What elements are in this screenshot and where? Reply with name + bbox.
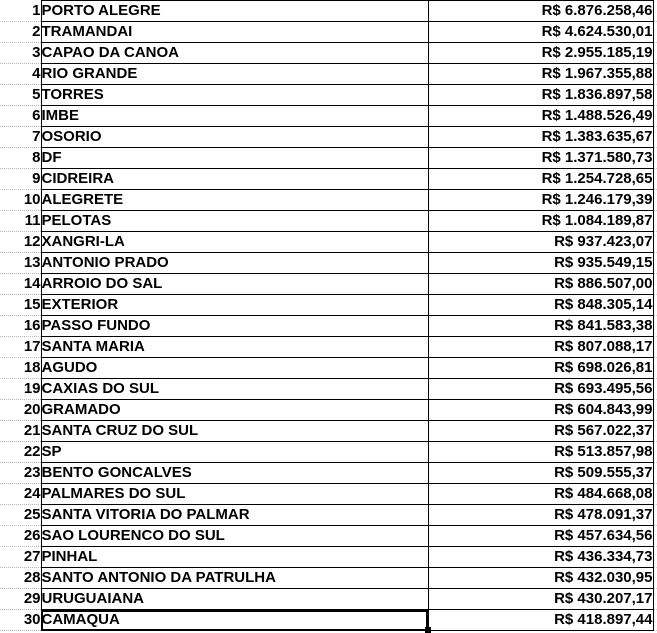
rank-cell[interactable]: 15 — [0, 295, 41, 316]
city-cell[interactable]: ALEGRETE — [41, 190, 428, 211]
city-cell[interactable]: RIO GRANDE — [41, 64, 428, 85]
empty-cell[interactable] — [653, 106, 657, 127]
table-row — [0, 211, 657, 232]
empty-cell[interactable] — [653, 1, 657, 22]
value-cell[interactable]: R$ 1.246.179,39 — [428, 190, 653, 211]
city-cell[interactable]: GRAMADO — [41, 400, 428, 421]
rank-cell[interactable]: 19 — [0, 379, 41, 400]
city-cell[interactable]: IMBE — [41, 106, 428, 127]
table-row — [0, 253, 657, 274]
empty-cell[interactable] — [653, 337, 657, 358]
city-cell[interactable]: DF — [41, 148, 428, 169]
rank-cell[interactable]: 4 — [0, 64, 41, 85]
empty-cell[interactable] — [653, 148, 657, 169]
table-row — [0, 589, 657, 610]
empty-cell[interactable] — [653, 64, 657, 85]
empty-cell[interactable] — [653, 442, 657, 463]
table-row — [0, 43, 657, 64]
value-cell[interactable]: R$ 693.495,56 — [428, 379, 653, 400]
city-cell[interactable]: EXTERIOR — [41, 295, 428, 316]
rank-cell[interactable]: 13 — [0, 253, 41, 274]
city-cell[interactable]: AGUDO — [41, 358, 428, 379]
rank-cell[interactable]: 1 — [0, 1, 41, 22]
city-cell[interactable]: PINHAL — [41, 547, 428, 568]
rank-cell[interactable]: 29 — [0, 589, 41, 610]
value-cell[interactable]: R$ 698.026,81 — [428, 358, 653, 379]
value-cell[interactable]: R$ 1.084.189,87 — [428, 211, 653, 232]
empty-cell[interactable] — [653, 169, 657, 190]
rank-cell[interactable]: 11 — [0, 211, 41, 232]
value-cell[interactable]: R$ 6.876.258,46 — [428, 1, 653, 22]
table-row — [0, 610, 657, 631]
rank-cell[interactable]: 26 — [0, 526, 41, 547]
empty-cell[interactable] — [653, 526, 657, 547]
value-cell[interactable]: R$ 1.254.728,65 — [428, 169, 653, 190]
rank-cell[interactable]: 30 — [0, 610, 41, 631]
value-cell[interactable]: R$ 1.967.355,88 — [428, 64, 653, 85]
rank-cell[interactable]: 24 — [0, 484, 41, 505]
value-cell[interactable]: R$ 886.507,00 — [428, 274, 653, 295]
city-cell[interactable]: PORTO ALEGRE — [41, 1, 428, 22]
table-row — [0, 379, 657, 400]
table-row — [0, 85, 657, 106]
table-row — [0, 400, 657, 421]
table-row — [0, 568, 657, 589]
city-cell[interactable]: SANTA MARIA — [41, 337, 428, 358]
rank-cell[interactable]: 5 — [0, 85, 41, 106]
city-cell[interactable]: CAMAQUA — [41, 610, 428, 631]
city-cell[interactable]: CAPAO DA CANOA — [41, 43, 428, 64]
empty-cell[interactable] — [653, 211, 657, 232]
empty-cell[interactable] — [653, 484, 657, 505]
value-cell[interactable]: R$ 1.836.897,58 — [428, 85, 653, 106]
rank-cell[interactable]: 10 — [0, 190, 41, 211]
value-cell[interactable]: R$ 418.897,44 — [428, 610, 653, 631]
rank-cell[interactable]: 20 — [0, 400, 41, 421]
rank-cell[interactable]: 28 — [0, 568, 41, 589]
rank-cell[interactable]: 27 — [0, 547, 41, 568]
value-cell[interactable]: R$ 807.088,17 — [428, 337, 653, 358]
empty-cell[interactable] — [653, 547, 657, 568]
empty-cell[interactable] — [653, 400, 657, 421]
value-cell[interactable]: R$ 935.549,15 — [428, 253, 653, 274]
table-row — [0, 169, 657, 190]
empty-cell[interactable] — [653, 463, 657, 484]
empty-cell[interactable] — [653, 190, 657, 211]
city-cell[interactable]: TORRES — [41, 85, 428, 106]
rank-cell[interactable]: 25 — [0, 505, 41, 526]
city-cell[interactable]: PELOTAS — [41, 211, 428, 232]
table-row — [0, 274, 657, 295]
value-cell[interactable]: R$ 4.624.530,01 — [428, 22, 653, 43]
empty-cell[interactable] — [653, 253, 657, 274]
value-cell[interactable]: R$ 1.371.580,73 — [428, 148, 653, 169]
city-cell[interactable]: PALMARES DO SUL — [41, 484, 428, 505]
empty-cell[interactable] — [653, 85, 657, 106]
rank-cell[interactable]: 16 — [0, 316, 41, 337]
value-cell[interactable]: R$ 457.634,56 — [428, 526, 653, 547]
empty-cell[interactable] — [653, 22, 657, 43]
city-cell[interactable]: URUGUAIANA — [41, 589, 428, 610]
table-row — [0, 547, 657, 568]
value-cell[interactable]: R$ 567.022,37 — [428, 421, 653, 442]
empty-cell[interactable] — [653, 379, 657, 400]
value-cell[interactable]: R$ 1.488.526,49 — [428, 106, 653, 127]
table-row — [0, 190, 657, 211]
rank-cell[interactable]: 22 — [0, 442, 41, 463]
table-row — [0, 106, 657, 127]
table-row — [0, 358, 657, 379]
table-row — [0, 22, 657, 43]
empty-cell[interactable] — [653, 295, 657, 316]
table-body — [0, 1, 657, 631]
value-cell[interactable]: R$ 478.091,37 — [428, 505, 653, 526]
rank-cell[interactable]: 8 — [0, 148, 41, 169]
value-cell[interactable]: R$ 1.383.635,67 — [428, 127, 653, 148]
city-cell[interactable]: ARROIO DO SAL — [41, 274, 428, 295]
table-row — [0, 127, 657, 148]
value-cell[interactable]: R$ 841.583,38 — [428, 316, 653, 337]
city-cell[interactable]: CIDREIRA — [41, 169, 428, 190]
empty-cell[interactable] — [653, 274, 657, 295]
city-cell[interactable]: OSORIO — [41, 127, 428, 148]
rank-cell[interactable]: 23 — [0, 463, 41, 484]
city-cell[interactable]: XANGRI-LA — [41, 232, 428, 253]
city-cell[interactable]: SANTA VITORIA DO PALMAR — [41, 505, 428, 526]
value-cell[interactable]: R$ 604.843,99 — [428, 400, 653, 421]
empty-cell[interactable] — [653, 421, 657, 442]
empty-cell[interactable] — [653, 43, 657, 64]
rank-cell[interactable]: 12 — [0, 232, 41, 253]
empty-cell[interactable] — [653, 232, 657, 253]
empty-cell[interactable] — [653, 505, 657, 526]
empty-cell[interactable] — [653, 589, 657, 610]
table-row — [0, 484, 657, 505]
city-cell[interactable]: SANTA CRUZ DO SUL — [41, 421, 428, 442]
table-row — [0, 463, 657, 484]
city-cell[interactable]: BENTO GONCALVES — [41, 463, 428, 484]
table-row — [0, 232, 657, 253]
rank-cell[interactable]: 18 — [0, 358, 41, 379]
city-cell[interactable]: SANTO ANTONIO DA PATRULHA — [41, 568, 428, 589]
city-cell[interactable]: CAXIAS DO SUL — [41, 379, 428, 400]
rank-cell[interactable]: 14 — [0, 274, 41, 295]
rank-cell[interactable]: 21 — [0, 421, 41, 442]
table-row — [0, 148, 657, 169]
table-row — [0, 526, 657, 547]
empty-cell[interactable] — [653, 127, 657, 148]
value-cell[interactable]: R$ 436.334,73 — [428, 547, 653, 568]
city-cell[interactable]: PASSO FUNDO — [41, 316, 428, 337]
city-cell[interactable]: ANTONIO PRADO — [41, 253, 428, 274]
rank-cell[interactable]: 6 — [0, 106, 41, 127]
value-cell[interactable]: R$ 484.668,08 — [428, 484, 653, 505]
rank-cell[interactable]: 3 — [0, 43, 41, 64]
table-row — [0, 505, 657, 526]
table-row — [0, 64, 657, 85]
city-cell[interactable]: SP — [41, 442, 428, 463]
table-row — [0, 295, 657, 316]
value-cell[interactable]: R$ 509.555,37 — [428, 463, 653, 484]
value-cell[interactable]: R$ 848.305,14 — [428, 295, 653, 316]
value-cell[interactable]: R$ 430.207,17 — [428, 589, 653, 610]
rank-cell[interactable]: 2 — [0, 22, 41, 43]
empty-cell[interactable] — [653, 316, 657, 337]
rank-cell[interactable]: 17 — [0, 337, 41, 358]
empty-cell[interactable] — [653, 358, 657, 379]
value-cell[interactable]: R$ 513.857,98 — [428, 442, 653, 463]
value-cell[interactable]: R$ 432.030,95 — [428, 568, 653, 589]
table-row — [0, 1, 657, 22]
table-row — [0, 421, 657, 442]
value-cell[interactable]: R$ 2.955.185,19 — [428, 43, 653, 64]
table-row — [0, 316, 657, 337]
table-row — [0, 337, 657, 358]
city-cell[interactable]: TRAMANDAI — [41, 22, 428, 43]
rank-cell[interactable]: 7 — [0, 127, 41, 148]
fill-handle[interactable] — [425, 627, 431, 633]
empty-cell[interactable] — [653, 568, 657, 589]
value-cell[interactable]: R$ 937.423,07 — [428, 232, 653, 253]
city-cell[interactable]: SAO LOURENCO DO SUL — [41, 526, 428, 547]
rank-cell[interactable]: 9 — [0, 169, 41, 190]
empty-cell[interactable] — [653, 610, 657, 631]
table-row — [0, 442, 657, 463]
